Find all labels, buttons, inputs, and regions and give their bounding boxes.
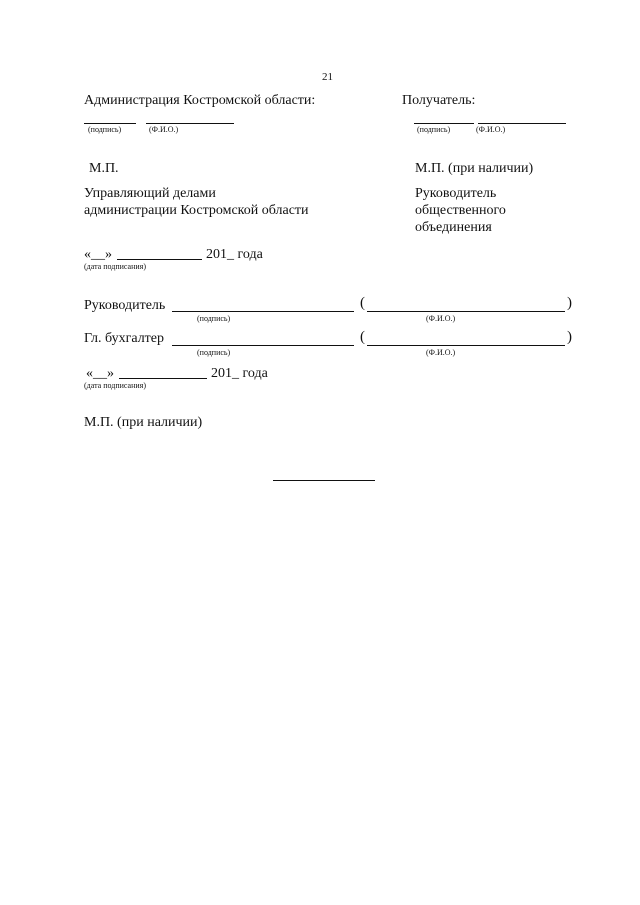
head-fio-line — [367, 311, 565, 312]
bottom-date-caption: (дата подписания) — [84, 381, 147, 390]
page-number: 21 — [322, 71, 333, 83]
bottom-date-day: «__» — [86, 366, 114, 381]
head-fio-open-paren: ( — [360, 295, 365, 311]
accountant-signature-caption: (подпись) — [197, 348, 231, 357]
right-signature-caption: (подпись) — [417, 125, 451, 134]
left-signature-line — [84, 123, 136, 124]
accountant-signature-line — [172, 345, 354, 346]
right-position-line2: общественного — [415, 203, 506, 218]
left-stamp-mark: М.П. — [89, 161, 119, 176]
bottom-stamp-mark: М.П. (при наличии) — [84, 415, 203, 430]
right-signature-line — [414, 123, 474, 124]
head-fio-close-paren: ) — [567, 295, 572, 311]
bottom-date-year: 201_ года — [211, 366, 268, 381]
closing-rule — [273, 480, 375, 481]
left-fio-caption: (Ф.И.О.) — [149, 125, 179, 134]
recipient-heading: Получатель: — [402, 93, 476, 108]
right-stamp-mark: М.П. (при наличии) — [415, 161, 534, 176]
bottom-date-month-line — [119, 378, 207, 379]
head-signature-caption: (подпись) — [197, 314, 231, 323]
head-signature-line — [172, 311, 354, 312]
right-position-line1: Руководитель — [415, 186, 497, 201]
accountant-fio-open-paren: ( — [360, 329, 365, 345]
left-signature-caption: (подпись) — [88, 125, 122, 134]
accountant-fio-line — [367, 345, 565, 346]
head-label: Руководитель — [84, 298, 166, 313]
left-fio-line — [146, 123, 234, 124]
left-date-caption: (дата подписания) — [84, 262, 147, 271]
right-fio-caption: (Ф.И.О.) — [476, 125, 506, 134]
right-position-line3: объединения — [415, 220, 492, 235]
accountant-fio-caption: (Ф.И.О.) — [426, 348, 456, 357]
left-date-day: «__» — [84, 247, 112, 262]
accountant-fio-close-paren: ) — [567, 329, 572, 345]
head-fio-caption: (Ф.И.О.) — [426, 314, 456, 323]
left-position-line1: Управляющий делами — [84, 186, 216, 201]
left-date-month-line — [117, 259, 202, 260]
accountant-label: Гл. бухгалтер — [84, 331, 165, 346]
org-heading: Администрация Костромской области: — [84, 93, 316, 108]
left-position-line2: администрации Костромской области — [84, 203, 309, 218]
right-fio-line — [478, 123, 566, 124]
left-date-year: 201_ года — [206, 247, 263, 262]
